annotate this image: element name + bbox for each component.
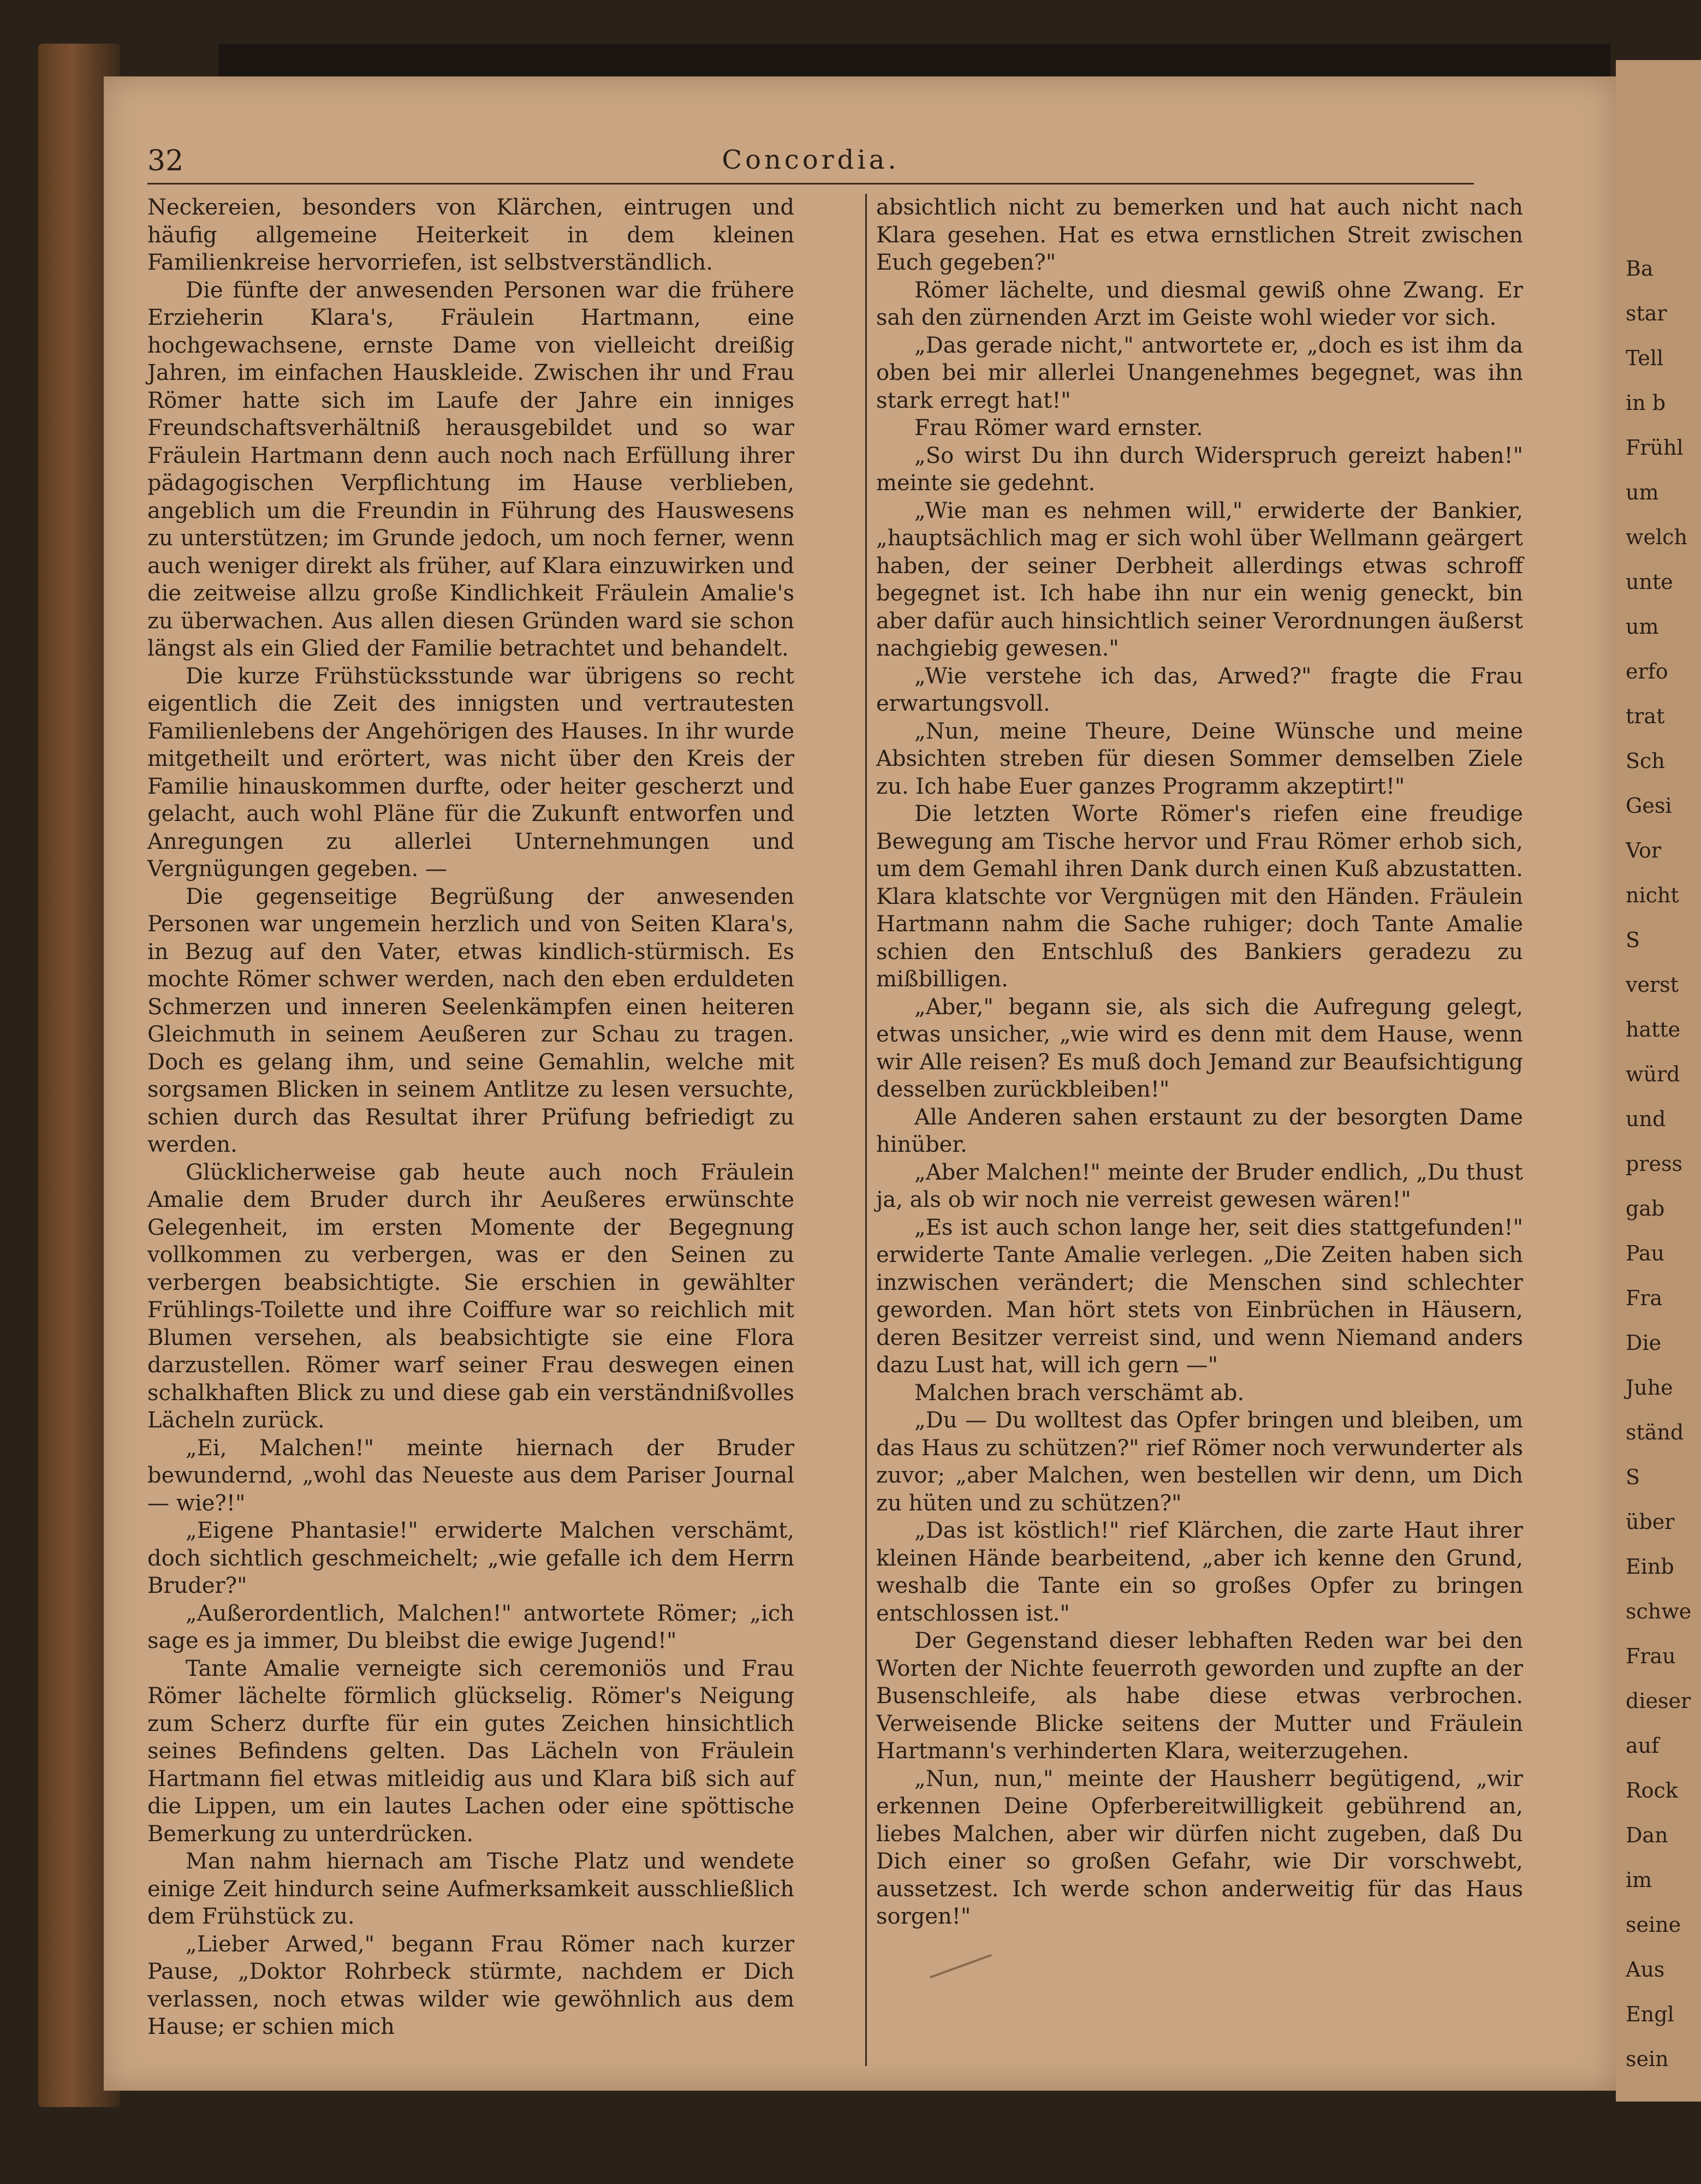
text-column-left (147, 194, 794, 2041)
adjacent-page-fragment: erfo (1626, 659, 1668, 683)
adjacent-page-fragment: dieser (1626, 1689, 1691, 1713)
paragraph: absichtlich nicht zu bemerken und hat auch nicht nach Klara gesehen. Hat es etwa ernstlichen Streit zwischen Euch gegeben?" (876, 195, 1523, 275)
adjacent-page-fragment: in b (1626, 391, 1666, 415)
adjacent-page-fragment: und (1626, 1107, 1666, 1131)
adjacent-page-fragment: welch (1626, 525, 1687, 549)
paragraph: Frau Römer ward ernster. (914, 415, 1203, 441)
paragraph: „Aber Malchen!" meinte der Bruder endlich, „Du thust ja, als ob wir noch nie verreist gewesen wären!" (876, 1159, 1523, 1212)
adjacent-page-fragment: würd (1626, 1062, 1680, 1086)
adjacent-page-fragment: Sch (1626, 749, 1665, 773)
adjacent-page-fragment: im (1626, 1868, 1652, 1892)
paragraph: Der Gegenstand dieser lebhaften Reden war bei den Worten der Nichte feuerroth geworden und zupfte an der Busenschleife, als habe diese etwas verbrochen. Verweisende Blicke seitens der Mutter und Fräulein Hartmann's verhinderten Klara, weiterzugehen. (876, 1628, 1523, 1764)
adjacent-page-fragment: verst (1626, 973, 1679, 997)
page-top-edge (218, 44, 1610, 76)
adjacent-page-fragment: Tell (1626, 346, 1664, 370)
adjacent-page-fragment: Frau (1626, 1644, 1676, 1668)
column-divider (865, 194, 867, 2066)
paragraph: Tante Amalie verneigte sich ceremoniös und Frau Römer lächelte förmlich glückselig. Römer's Neigung zum Scherz durfte für ein gutes Zeichen hinsichtlich seines Befindens gelten. Das Lächeln von Fräulein Hartmann fiel etwas mitleidig aus und Klara biß sich auf die Lippen, um ein lautes Lachen oder eine spöttische Bemerkung zu unterdrücken. (147, 1656, 794, 1847)
paragraph: Malchen brach verschämt ab. (914, 1380, 1245, 1406)
adjacent-page-fragment: sein (1626, 2047, 1669, 2071)
running-title: Concordia. (722, 145, 900, 175)
paragraph: Römer lächelte, und diesmal gewiß ohne Zwang. Er sah den zürnenden Arzt im Geiste wohl wieder vor sich. (876, 277, 1523, 330)
paragraph: Die fünfte der anwesenden Personen war die frühere Erzieherin Klara's, Fräulein Hartmann, eine hochgewachsene, ernste Dame von vielleicht dreißig Jahren, im einfachen Hauskleide. Zwischen ihr und Frau Römer hatte sich im Laufe der Jahre ein inniges Freundschaftsverhältniß herausgebildet und so war Fräulein Hartmann denn auch noch nach Erfüllung ihrer pädagogischen Verpflichtung im Hause verblieben, angeblich um die Freundin in Führung des Hauswesens zu unterstützen; im Grunde jedoch, um noch ferner, wenn auch weniger direkt als früher, auf Klara einzuwirken und die zeitweise allzu große Kindlichkeit Fräulein Amalie's zu überwachen. Aus allen diesen Gründen ward sie schon längst als ein Glied der Familie betrachtet und behandelt. (147, 277, 794, 661)
adjacent-page-fragment: seine (1626, 1913, 1681, 1937)
adjacent-page-fragment: Gesi (1626, 794, 1672, 818)
paragraph: Die letzten Worte Römer's riefen eine freudige Bewegung am Tische hervor und Frau Römer erhob sich, um dem Gemahl ihren Dank durch einen Kuß abzustatten. Klara klatschte vor Vergnügen mit den Händen. Fräulein Hartmann nahm die Sache ruhiger; doch Tante Amalie schien den Entschluß des Bankiers geradezu zu mißbilligen. (876, 801, 1523, 992)
adjacent-page-fragment: schwe (1626, 1599, 1692, 1623)
adjacent-page-fragment: ständ (1626, 1420, 1684, 1444)
adjacent-page-fragment: unte (1626, 570, 1673, 594)
adjacent-page-fragment: Rock (1626, 1778, 1678, 1802)
adjacent-page-fragment: star (1626, 301, 1667, 325)
paragraph: „Aber," begann sie, als sich die Aufregung gelegt, etwas unsicher, „wie wird es denn mit dem Hause, wenn wir Alle reisen? Es muß doch Jemand zur Beaufsichtigung desselben zurückbleiben!" (876, 994, 1523, 1102)
adjacent-page-fragment: Engl (1626, 2002, 1674, 2026)
adjacent-page-fragment: um (1626, 480, 1659, 504)
page-number: 32 (147, 145, 184, 177)
paragraph: „Das gerade nicht," antwortete er, „doch es ist ihm da oben bei mir allerlei Unangenehmes begegnet, was ihn stark erregt hat!" (876, 332, 1523, 413)
paragraph: „Wie verstehe ich das, Arwed?" fragte die Frau erwartungsvoll. (876, 663, 1523, 716)
paragraph: „Außerordentlich, Malchen!" antwortete Römer; „ich sage es ja immer, Du bleibst die ewige Jugend!" (147, 1600, 794, 1653)
paragraph: „So wirst Du ihn durch Widerspruch gereizt haben!" meinte sie gedehnt. (876, 443, 1523, 496)
paragraph: Die kurze Frühstücksstunde war übrigens so recht eigentlich die Zeit des innigsten und vertrautesten Familienlebens der Angehörigen des Hauses. In ihr wurde mitgetheilt und erörtert, was nicht über den Kreis der Familie hinauskommen durfte, oder heiter gescherzt und gelacht, auch wohl Pläne für die Zukunft entworfen und Anregungen zu allerlei Unternehmungen und Vergnügungen gegeben. — (147, 663, 794, 882)
paragraph: „Lieber Arwed," begann Frau Römer nach kurzer Pause, „Doktor Rohrbeck stürmte, nachdem er Dich verlassen, noch etwas wilder wie gewöhnlich aus dem Hause; er schien mich (147, 1931, 794, 2039)
adjacent-page-fragment: nicht (1626, 883, 1679, 907)
text-column-right (876, 194, 1523, 1931)
paragraph: „Du — Du wolltest das Opfer bringen und bleiben, um das Haus zu schützen?" rief Römer noch verwunderter als zuvor; „aber Malchen, wen bestellen wir denn, um Dich zu hüten und zu schützen?" (876, 1408, 1523, 1516)
paragraph: Glücklicherweise gab heute auch noch Fräulein Amalie dem Bruder durch ihr Aeußeres erwünschte Gelegenheit, im ersten Momente der Begegnung vollkommen zu verbergen, was er den Seinen zu verbergen beabsichtigte. Sie erschien in gewählter Frühlings-Toilette und ihre Coiffure war so reichlich mit Blumen versehen, als beabsichtigte sie eine Flora darzustellen. Römer warf seiner Frau deswegen einen schalkhaften Blick zu und diese gab ein verständnißvolles Lächeln zurück. (147, 1159, 794, 1433)
adjacent-page-fragment: Vor (1626, 838, 1661, 862)
adjacent-page-fragment: Ba (1626, 257, 1654, 281)
paragraph: „Nun, meine Theure, Deine Wünsche und meine Absichten streben für diesen Sommer demselben Ziele zu. Ich habe Euer ganzes Programm akzeptirt!" (876, 718, 1523, 799)
paragraph: Alle Anderen sahen erstaunt zu der besorgten Dame hinüber. (876, 1104, 1523, 1157)
paragraph: Man nahm hiernach am Tische Platz und wendete einige Zeit hindurch seine Aufmerksamkeit ausschließlich dem Frühstück zu. (147, 1849, 794, 1929)
adjacent-page-fragment: auf (1626, 1734, 1660, 1758)
paragraph: „Es ist auch schon lange her, seit dies stattgefunden!" erwiderte Tante Amalie verlegen. „Die Zeiten haben sich inzwischen verändert; die Menschen sind schlechter geworden. Man hört stets von Einbrüchen in Häusern, deren Besitzer verreist sind, und wenn Niemand anders dazu Lust hat, will ich gern —" (876, 1215, 1523, 1378)
paragraph: „Wie man es nehmen will," erwiderte der Bankier, „hauptsächlich mag er sich wohl über Wellmann geärgert haben, der seiner Derbheit allerdings etwas schroff begegnet ist. Ich habe ihn nur ein wenig geneckt, bin aber dafür auch hinsichtlich seiner Verordnungen äußerst nachgiebig gewesen." (876, 498, 1523, 661)
adjacent-page-fragment: Die (1626, 1331, 1662, 1355)
adjacent-page-fragment: Juhe (1626, 1376, 1673, 1400)
adjacent-page-fragment: Fra (1626, 1286, 1663, 1310)
adjacent-page-fragment: gab (1626, 1197, 1665, 1221)
adjacent-page-fragment: S (1626, 1465, 1640, 1489)
adjacent-page-fragment: trat (1626, 704, 1665, 728)
adjacent-page-fragment: hatte (1626, 1017, 1681, 1042)
adjacent-page-edge (1616, 60, 1701, 2102)
paragraph: Die gegenseitige Begrüßung der anwesenden Personen war ungemein herzlich und von Seiten Klara's, in Bezug auf den Vater, etwas kindlich-stürmisch. Es mochte Römer schwer werden, nach den eben erduldeten Schmerzen und inneren Seelenkämpfen einen heiteren Gleichmuth in seinem Aeußeren zur Schau zu tragen. Doch es gelang ihm, und seine Gemahlin, welche mit sorgsamen Blicken in seinem Antlitze zu lesen versuchte, schien durch das Resultat ihrer Prüfung befriedigt zu werden. (147, 884, 794, 1157)
adjacent-page-fragment: press (1626, 1152, 1682, 1176)
paragraph: „Nun, nun," meinte der Hausherr begütigend, „wir erkennen Deine Opferbereitwilligkeit gebührend an, liebes Malchen, aber wir dürfen nicht zugeben, daß Du Dich einer so großen Gefahr, wie Dir vorschwebt, aussetzest. Ich werde schon anderweitig für das Haus sorgen!" (876, 1766, 1523, 1929)
paragraph: „Das ist köstlich!" rief Klärchen, die zarte Haut ihrer kleinen Hände bearbeitend, „aber ich kenne den Grund, weshalb die Tante ein so großes Opfer zu bringen entschlossen ist." (876, 1518, 1523, 1626)
adjacent-page-fragment: S (1626, 928, 1640, 952)
adjacent-page-fragment: Pau (1626, 1241, 1664, 1265)
page-header (147, 139, 1474, 185)
paragraph: „Ei, Malchen!" meinte hiernach der Bruder bewundernd, „wohl das Neueste aus dem Pariser Journal — wie?!" (147, 1435, 794, 1516)
paragraph: „Eigene Phantasie!" erwiderte Malchen verschämt, doch sichtlich geschmeichelt; „wie gefalle ich dem Herrn Bruder?" (147, 1518, 794, 1598)
adjacent-page-fragment: Dan (1626, 1823, 1668, 1847)
adjacent-page-fragment: Frühl (1626, 436, 1684, 460)
paragraph: Neckereien, besonders von Klärchen, eintrugen und häufig allgemeine Heiterkeit in dem kleinen Familienkreise hervorriefen, ist selbstverständlich. (147, 195, 794, 275)
adjacent-page-fragment: Aus (1626, 1957, 1665, 1981)
adjacent-page-fragment: Einb (1626, 1555, 1674, 1579)
adjacent-page-fragment: um (1626, 615, 1659, 639)
adjacent-page-fragment: über (1626, 1510, 1675, 1534)
